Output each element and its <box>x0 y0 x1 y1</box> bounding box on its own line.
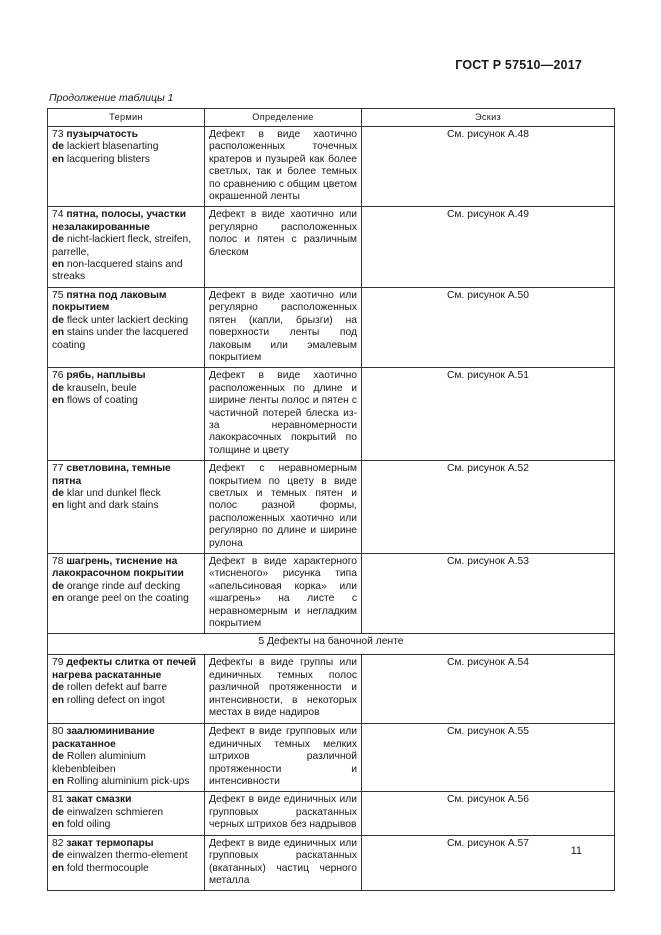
term-en-line <box>52 695 200 707</box>
term-name-line <box>52 370 200 382</box>
lang-code-de: de <box>52 314 65 326</box>
term-name: пузырчатость <box>66 129 138 140</box>
term-number: 80 <box>52 726 64 738</box>
lang-code-en: en <box>52 259 65 271</box>
lang-code-en: en <box>52 862 65 874</box>
table-row <box>48 127 615 207</box>
lang-code-en: en <box>52 776 65 788</box>
section-title: 5 Дефекты на баночной ленте <box>48 634 615 655</box>
term-en: Rolling aluminium pick-ups <box>66 776 190 788</box>
lang-code-de: de <box>52 141 65 153</box>
term-number: 73 <box>52 129 64 140</box>
term-cell <box>48 127 205 207</box>
section-row <box>48 634 615 655</box>
term-name-line <box>52 209 200 234</box>
definition-cell: Дефект с неравномерным покрытием по цвету в виде светлых и темных пятен и полос разной формы, расположенных хаотично или регулярно по длине и ширине рулона <box>205 461 362 554</box>
term-cell <box>48 724 205 792</box>
definition-cell: Дефект в виде единичных или групповых раскатанных (вкатанных) частиц черного металла <box>205 835 362 891</box>
term-en: fold oiling <box>66 819 111 831</box>
table-row <box>48 461 615 554</box>
term-de: klar und dunkel fleck <box>66 487 161 499</box>
term-number: 82 <box>52 837 64 849</box>
term-en-line <box>52 327 200 352</box>
table-row <box>48 554 615 634</box>
lang-code-de: de <box>52 234 65 246</box>
lang-code-en: en <box>52 593 65 605</box>
lang-code-de: de <box>52 487 65 499</box>
term-en-line <box>52 259 200 284</box>
term-de: krauseln, beule <box>66 382 137 394</box>
sketch-reference: См. рисунок А.54 <box>362 655 615 724</box>
definition-cell: Дефект в виде характерного «тисненого» рисунка типа «апельсиновая корка» или «шагрень» на листе с неравномерным и негладким покрытием <box>205 554 362 634</box>
term-name-line <box>52 556 200 581</box>
term-de-line <box>52 807 200 819</box>
lang-code-en: en <box>52 500 65 512</box>
term-name: шагрень, тиснение на лакокрасочном покрытии <box>52 556 184 580</box>
definition-cell: Дефект в виде хаотично расположенных точечных кратеров и пузырей как более светлых, так и более темных по сравнению с общим цветом окрашенной ленты <box>205 127 362 207</box>
term-de-line <box>52 488 200 500</box>
sketch-reference: См. рисунок А.56 <box>362 792 615 835</box>
table-row <box>48 655 615 724</box>
term-de: fleck unter lackiert decking <box>66 314 189 326</box>
term-de-line <box>52 751 200 776</box>
table-row <box>48 835 615 891</box>
term-cell <box>48 792 205 835</box>
term-en: flows of coating <box>66 395 138 407</box>
term-de: orange rinde auf decking <box>66 580 181 592</box>
term-de: lackiert blasenarting <box>66 141 159 153</box>
lang-code-de: de <box>52 382 65 394</box>
lang-code-en: en <box>52 694 65 706</box>
term-en: rolling defect on ingot <box>66 694 165 706</box>
term-de: einwalzen thermo-element <box>66 850 188 862</box>
column-header-definition: Определение <box>205 109 362 127</box>
term-number: 76 <box>52 370 64 382</box>
term-de-line <box>52 850 200 862</box>
definition-cell: Дефект в виде единичных или групповых раскатанных черных штрихов без надрывов <box>205 792 362 835</box>
term-de-line <box>52 383 200 395</box>
term-name-line <box>52 657 200 682</box>
term-name-line <box>52 838 200 850</box>
definition-cell: Дефект в виде хаотично или регулярно расположенных пятен (капли, брызги) на поверхности ленты под лаковым или эмалевым покрытием <box>205 287 362 367</box>
term-cell <box>48 461 205 554</box>
term-en: light and dark stains <box>66 500 159 512</box>
term-en: fold thermocouple <box>66 862 149 874</box>
table-continuation-label: Продолжение таблицы 1 <box>49 92 174 104</box>
table-header-row <box>48 109 615 127</box>
term-name-line <box>52 794 200 806</box>
definition-cell: Дефект в виде хаотично расположенных по длине и ширине ленты полос и пятен с частичной потерей блеска из-за неравномерности лакокрасочных покрытий по толщине и цвету <box>205 368 362 461</box>
term-en-line <box>52 819 200 831</box>
term-number: 77 <box>52 463 64 475</box>
term-de: Rollen aluminium klebenbleiben <box>52 751 146 775</box>
term-en-line <box>52 395 200 407</box>
definition-cell: Дефект в виде групповых или единичных темных мелких штрихов различной протяженности и интенсивности <box>205 724 362 792</box>
term-en-line <box>52 776 200 788</box>
term-en: lacquering blisters <box>66 153 150 165</box>
definition-cell: Дефекты в виде группы или единичных темных полос различной протяженности и интенсивности, в некоторых местах в виде надиров <box>205 655 362 724</box>
term-en-line <box>52 593 200 605</box>
sketch-reference: См. рисунок А.53 <box>362 554 615 634</box>
term-cell <box>48 835 205 891</box>
term-en: orange peel on the coating <box>66 593 189 605</box>
lang-code-en: en <box>52 327 65 339</box>
lang-code-en: en <box>52 819 65 831</box>
column-header-term: Термин <box>48 109 205 127</box>
term-de-line <box>52 315 200 327</box>
term-number: 81 <box>52 794 64 806</box>
term-de: einwalzen schmieren <box>66 806 164 818</box>
term-cell <box>48 655 205 724</box>
sketch-reference: См. рисунок А.48 <box>362 127 615 207</box>
term-name-line <box>52 726 200 751</box>
table-row <box>48 368 615 461</box>
sketch-reference: См. рисунок А.49 <box>362 207 615 287</box>
term-number: 78 <box>52 556 64 567</box>
term-en: non-lacquered stains and streaks <box>52 259 183 283</box>
lang-code-de: de <box>52 850 65 862</box>
term-cell <box>48 554 205 634</box>
column-header-sketch: Эскиз <box>362 109 615 127</box>
term-de: rollen defekt auf barre <box>66 682 168 694</box>
terms-table <box>47 108 615 891</box>
table-body <box>48 127 615 891</box>
table-row <box>48 792 615 835</box>
term-cell <box>48 287 205 367</box>
term-en: stains under the lacquered coating <box>52 327 189 351</box>
table-row <box>48 287 615 367</box>
term-cell <box>48 368 205 461</box>
term-de-line <box>52 581 200 593</box>
term-name: пятна под лаковым покрытием <box>52 289 167 314</box>
term-en-line <box>52 863 200 875</box>
lang-code-en: en <box>52 153 65 165</box>
sketch-reference: См. рисунок А.51 <box>362 368 615 461</box>
term-name: дефекты слитка от печей нагрева раскатанные <box>52 657 197 681</box>
term-name: светловина, темные пятна <box>52 463 171 487</box>
standard-code: ГОСТ Р 57510—2017 <box>455 58 582 72</box>
term-name: пятна, полосы, участки незалакированные <box>52 209 187 233</box>
sketch-reference: См. рисунок А.57 <box>362 835 615 891</box>
sketch-reference: См. рисунок А.55 <box>362 724 615 792</box>
lang-code-en: en <box>52 395 65 407</box>
sketch-reference: См. рисунок А.52 <box>362 461 615 554</box>
definition-cell: Дефект в виде хаотично или регулярно расположенных полос и пятен с различным блеском <box>205 207 362 287</box>
term-de: nicht-lackiert fleck, streifen, parrelle, <box>52 234 192 258</box>
page-number: 11 <box>570 845 582 857</box>
term-number: 79 <box>52 657 64 669</box>
term-name: рябь, наплывы <box>66 370 146 382</box>
term-name: закат смазки <box>66 794 132 806</box>
lang-code-de: de <box>52 682 65 694</box>
term-de-line <box>52 234 200 259</box>
term-name: заалюминивание раскатанное <box>52 726 155 750</box>
term-name-line <box>52 290 200 315</box>
term-name: закат термопары <box>66 837 154 849</box>
lang-code-de: de <box>52 806 65 818</box>
term-name-line <box>52 463 200 488</box>
term-number: 75 <box>52 289 64 301</box>
term-cell <box>48 207 205 287</box>
term-de-line <box>52 682 200 694</box>
lang-code-de: de <box>52 580 65 592</box>
table-row <box>48 724 615 792</box>
lang-code-de: de <box>52 751 65 763</box>
term-en-line <box>52 500 200 512</box>
term-en-line <box>52 154 200 166</box>
term-number: 74 <box>52 209 64 221</box>
table-row <box>48 207 615 287</box>
term-de-line <box>52 141 200 153</box>
sketch-reference: См. рисунок А.50 <box>362 287 615 367</box>
term-name-line <box>52 129 200 141</box>
